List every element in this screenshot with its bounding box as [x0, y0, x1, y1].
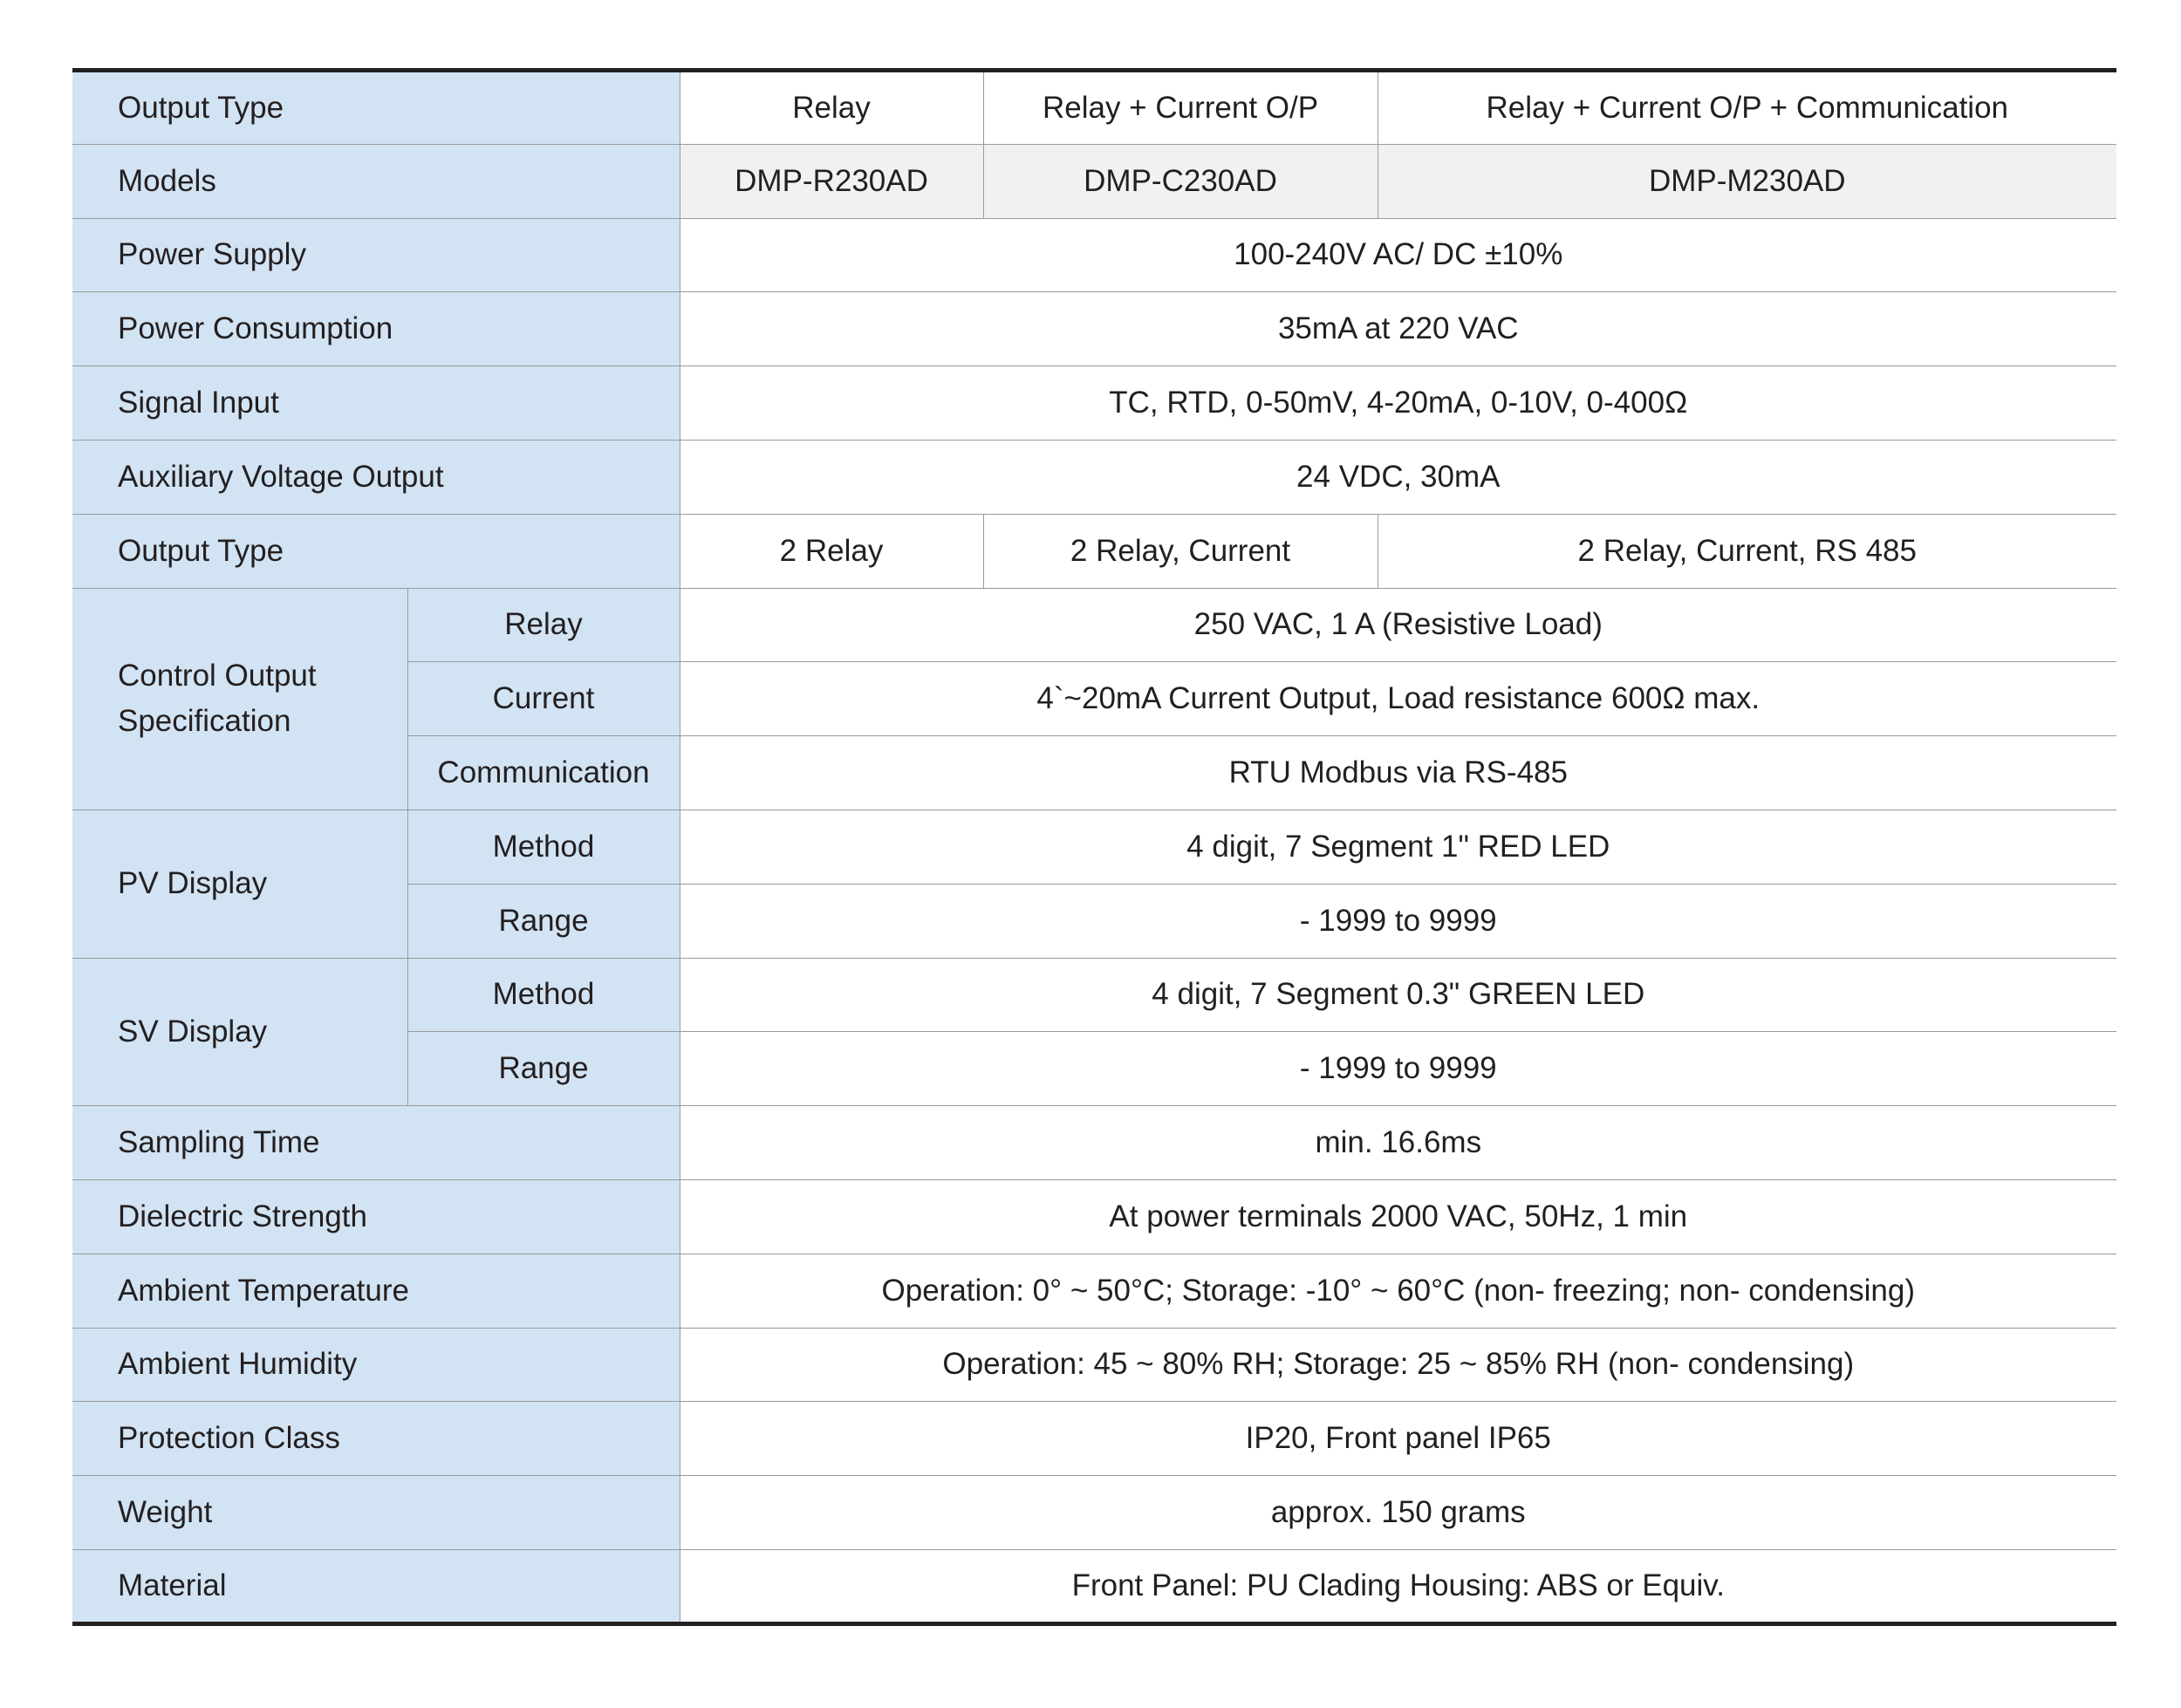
row-label-material: Material	[72, 1549, 680, 1623]
table-row	[72, 1179, 2116, 1254]
group-label-line: Specification	[118, 704, 291, 739]
sub-label-pv-range: Range	[407, 884, 680, 958]
value-power-supply: 100-240V AC/ DC ±10%	[680, 218, 2116, 292]
spec-table	[72, 68, 2116, 1626]
row-label-ambient-humidity: Ambient Humidity	[72, 1328, 680, 1402]
value-pv-range: - 1999 to 9999	[680, 884, 2116, 958]
table-row	[72, 440, 2116, 514]
row-label-sampling-time: Sampling Time	[72, 1106, 680, 1180]
value-weight: approx. 150 grams	[680, 1476, 2116, 1550]
table-row	[72, 958, 2116, 1032]
table-row	[72, 1106, 2116, 1180]
table-row	[72, 810, 2116, 884]
model-r230ad: DMP-R230AD	[680, 144, 983, 218]
value-pv-method: 4 digit, 7 Segment 1" RED LED	[680, 810, 2116, 884]
value-signal-input: TC, RTD, 0-50mV, 4-20mA, 0-10V, 0-400Ω	[680, 366, 2116, 441]
row-label-ambient-temperature: Ambient Temperature	[72, 1254, 680, 1328]
model-c230ad: DMP-C230AD	[983, 144, 1378, 218]
value-sv-range: - 1999 to 9999	[680, 1032, 2116, 1106]
table-row	[72, 218, 2116, 292]
output-type-relay: Relay	[680, 71, 983, 145]
group-label-sv-display: SV Display	[72, 958, 407, 1106]
table-row	[72, 71, 2116, 145]
sub-label-pv-method: Method	[407, 810, 680, 884]
row-label-dielectric-strength: Dielectric Strength	[72, 1179, 680, 1254]
model-m230ad: DMP-M230AD	[1378, 144, 2116, 218]
output-2-relay: 2 Relay	[680, 514, 983, 588]
table-row	[72, 292, 2116, 366]
value-control-relay: 250 VAC, 1 A (Resistive Load)	[680, 588, 2116, 662]
table-row	[72, 1402, 2116, 1476]
value-power-consumption: 35mA at 220 VAC	[680, 292, 2116, 366]
sub-label-current: Current	[407, 662, 680, 736]
value-ambient-temperature: Operation: 0° ~ 50°C; Storage: -10° ~ 60°C (non- freezing; non- condensing)	[680, 1254, 2116, 1328]
table-row	[72, 1254, 2116, 1328]
value-protection-class: IP20, Front panel IP65	[680, 1402, 2116, 1476]
value-dielectric-strength: At power terminals 2000 VAC, 50Hz, 1 min	[680, 1179, 2116, 1254]
table-row	[72, 1476, 2116, 1550]
value-material: Front Panel: PU Clading Housing: ABS or Equiv.	[680, 1549, 2116, 1623]
row-label-power-supply: Power Supply	[72, 218, 680, 292]
row-label-auxiliary-voltage: Auxiliary Voltage Output	[72, 440, 680, 514]
output-2-relay-current: 2 Relay, Current	[983, 514, 1378, 588]
value-auxiliary-voltage: 24 VDC, 30mA	[680, 440, 2116, 514]
row-label-signal-input: Signal Input	[72, 366, 680, 441]
group-label-control-output	[72, 588, 407, 810]
table-row	[72, 514, 2116, 588]
output-type-relay-current: Relay + Current O/P	[983, 71, 1378, 145]
group-label-line: Control Output	[118, 659, 317, 693]
sub-label-sv-range: Range	[407, 1032, 680, 1106]
table-row	[72, 588, 2116, 662]
value-control-communication: RTU Modbus via RS-485	[680, 736, 2116, 810]
sub-label-sv-method: Method	[407, 958, 680, 1032]
table-row	[72, 1549, 2116, 1623]
sub-label-communication: Communication	[407, 736, 680, 810]
value-sampling-time: min. 16.6ms	[680, 1106, 2116, 1180]
row-label-output-type-header: Output Type	[72, 71, 680, 145]
row-label-output-type: Output Type	[72, 514, 680, 588]
table-row	[72, 144, 2116, 218]
sub-label-relay: Relay	[407, 588, 680, 662]
row-label-models: Models	[72, 144, 680, 218]
row-label-power-consumption: Power Consumption	[72, 292, 680, 366]
value-ambient-humidity: Operation: 45 ~ 80% RH; Storage: 25 ~ 85% RH (non- condensing)	[680, 1328, 2116, 1402]
table-row	[72, 1328, 2116, 1402]
group-label-pv-display: PV Display	[72, 810, 407, 958]
value-control-current: 4`~20mA Current Output, Load resistance 600Ω max.	[680, 662, 2116, 736]
row-label-protection-class: Protection Class	[72, 1402, 680, 1476]
row-label-weight: Weight	[72, 1476, 680, 1550]
output-2-relay-current-rs485: 2 Relay, Current, RS 485	[1378, 514, 2116, 588]
value-sv-method: 4 digit, 7 Segment 0.3" GREEN LED	[680, 958, 2116, 1032]
table-row	[72, 366, 2116, 441]
output-type-relay-current-comm: Relay + Current O/P + Communication	[1378, 71, 2116, 145]
